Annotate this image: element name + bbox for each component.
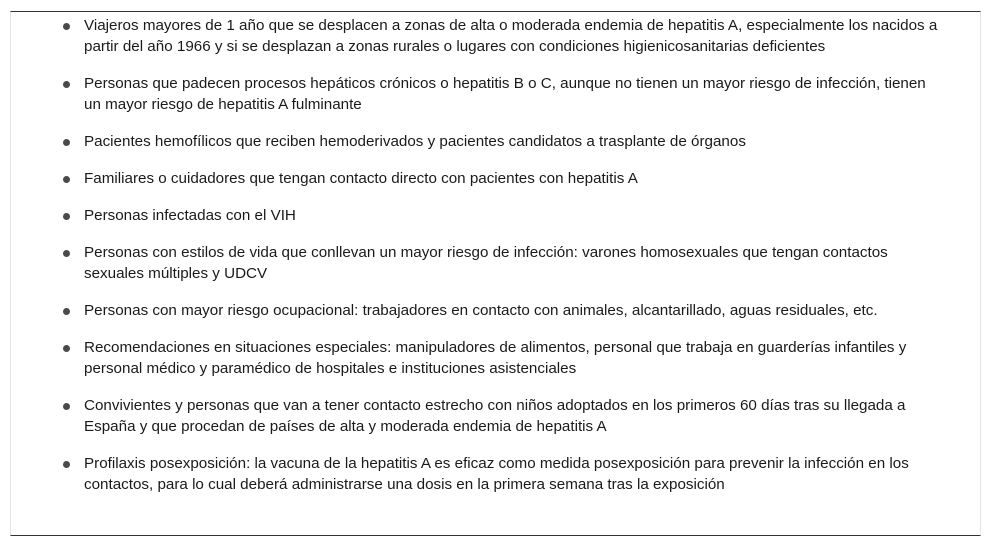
bullet-icon (63, 139, 70, 146)
bullet-icon (63, 23, 70, 30)
list-item-text: Familiares o cuidadores que tengan contacto directo con pacientes con hepatitis A (84, 170, 638, 187)
list-item-text: Personas que padecen procesos hepáticos crónicos o hepatitis B o C, aunque no tienen un mayor riesgo de infección, tienen un mayor riesgo de hepatitis A fulminante (84, 75, 926, 113)
list-item-text: Convivientes y personas que van a tener contacto estrecho con niños adoptados en los primeros 60 días tras su llegada a España y que procedan de países de alta y moderada endemia de hepatitis A (84, 397, 906, 435)
bullet-icon (63, 308, 70, 315)
bullet-icon (63, 461, 70, 468)
bullet-icon (63, 403, 70, 410)
list-item-text: Personas con estilos de vida que conllevan un mayor riesgo de infección: varones homosexuales que tengan contactos sexuales múltiples y UDCV (84, 244, 888, 282)
recommendation-list (63, 15, 943, 511)
list-item (63, 395, 943, 437)
bullet-icon (63, 345, 70, 352)
list-item-text: Profilaxis posexposición: la vacuna de la hepatitis A es eficaz como medida posexposición para prevenir la infección en los contactos, para lo cual deberá administrarse una dosis en la primera semana tras la exposición (84, 455, 909, 493)
list-item (63, 453, 943, 495)
list-item (63, 205, 943, 226)
list-item-text: Personas con mayor riesgo ocupacional: trabajadores en contacto con animales, alcantarillado, aguas residuales, etc. (84, 302, 878, 319)
list-item (63, 73, 943, 115)
bullet-icon (63, 81, 70, 88)
list-item-text: Viajeros mayores de 1 año que se desplacen a zonas de alta o moderada endemia de hepatitis A, especialmente los nacidos a partir del año 1966 y si se desplazan a zonas rurales o lugares con condiciones higienicosanitarias deficientes (84, 17, 938, 55)
list-item (63, 242, 943, 284)
list-item (63, 15, 943, 57)
list-item-text: Pacientes hemofílicos que reciben hemoderivados y pacientes candidatos a trasplante de órganos (84, 133, 746, 150)
list-item (63, 300, 943, 321)
list-item (63, 168, 943, 189)
bullet-icon (63, 213, 70, 220)
bullet-icon (63, 176, 70, 183)
list-item-text: Recomendaciones en situaciones especiales: manipuladores de alimentos, personal que trabaja en guarderías infantiles y personal médico y paramédico de hospitales e instituciones asistenciales (84, 339, 907, 377)
list-item-text: Personas infectadas con el VIH (84, 207, 296, 224)
list-item (63, 131, 943, 152)
content-panel (10, 11, 981, 536)
bullet-icon (63, 250, 70, 257)
list-item (63, 337, 943, 379)
